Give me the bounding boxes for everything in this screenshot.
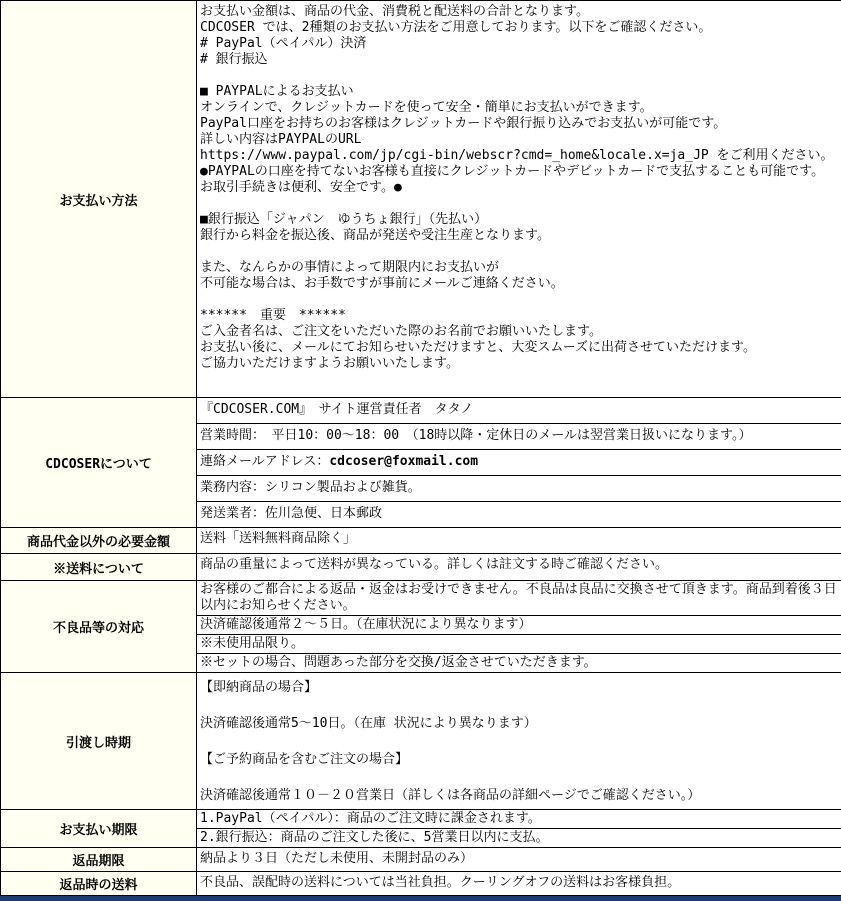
- delivery-time-cell: [197, 673, 841, 810]
- extra-fees-text: 送料「送料無料商品除く」: [197, 528, 841, 549]
- contact-email: cdcoser@foxmail.com: [329, 454, 478, 469]
- row-label-return-shipping: 返品時の送料: [1, 872, 197, 896]
- about-shipping-carriers: 発送業者：佐川急便、日本郵政: [197, 501, 841, 527]
- about-business-hours: 営業時間： 平日10：00～18：00 （18時以降・定休日のメールは翌営業日扱いになります。）: [197, 423, 841, 449]
- row-label-payment-deadline: お支払い期限: [1, 810, 197, 848]
- table-row-payment-deadline: [1, 810, 841, 848]
- row-label-shipping-note: ※送料について: [1, 554, 197, 581]
- about-business-description: 業務内容：シリコン製品および雑貨。: [197, 475, 841, 501]
- defective-policy-text: お客様のご都合による返品・返金はお受けできません。不良品は良品に交換させて頂きます。商品到着後３日以内にお知らせください。: [197, 581, 841, 615]
- table-row-shipping-note: [1, 554, 841, 581]
- payment-deadline-cell: [197, 810, 841, 848]
- table-row-delivery-time: [1, 673, 841, 810]
- row-label-about-cdcoser: CDCOSERについて: [1, 398, 197, 528]
- table-row-about-cdcoser: [1, 398, 841, 528]
- row-label-defective-items: 不良品等の対応: [1, 581, 197, 673]
- table-row-extra-fees: [1, 528, 841, 554]
- row-label-delivery-time: 引渡し時期: [1, 673, 197, 810]
- payment-deadline-paypal: 1.PayPal（ペイパル）：商品のご注文時に課金されます。: [197, 810, 841, 828]
- return-deadline-text: 納品より３日（ただし未使用、未開封品のみ）: [197, 848, 841, 869]
- return-shipping-text: 不良品、誤配時の送料については当社負担。クーリングオフの送料はお客様負担。: [197, 872, 841, 893]
- shipping-note-text: 商品の重量によって送料が異なっている。詳しくは註文する時ご確認ください。: [197, 554, 841, 575]
- defective-items-cell: [197, 581, 841, 673]
- bottom-divider-bar: [0, 896, 841, 901]
- about-contact-row: [197, 449, 841, 475]
- defective-set-note: ※セットの場合、問題あった部分を交換/返金させていただきます。: [197, 653, 841, 672]
- payment-method-text: お支払い金額は、商品の代金、消費税と配送料の合計となります。 CDCOSER では、2種類のお支払い方法をご用意しております。以下をご確認ください。 # PayPal（ペイパル）決済 # 銀行振込 ■ PAYPALによるお支払い オンラインで、クレジットカードを使って安全・簡単にお支払いができます。 PayPal口座をお持ちのお客様はクレジットカードや銀行振り込みでお支払いが可能です。 詳しい内容はPAYPALのURL https://www.paypal.com/jp/cgi-bin/webscr?cmd=_home&locale.x=ja_JP をご利用ください。 ●PAYPALの口座を持てないお客様も直接にクレジットカードやデビットカードで支払することも可能です。 お取引手続きは便利、安全です。● ■銀行振込「ジャパン ゆうちょ銀行」（先払い） 銀行から料金を振込後、商品が発送や受注生産となります。 また、なんらかの事情によって期限内にお支払いが 不可能な場合は、お手数ですが事前にメールご連絡ください。 ****** 重要 ****** ご入金者名は、ご注文をいただいた際のお名前でお願いいたします。 お支払い後に、メールにてお知らせいただけますと、大変スムーズに出荷させていただけます。 ご協力いただけますようお願いいたします。: [197, 1, 841, 374]
- row-label-extra-fees: 商品代金以外の必要金額: [1, 528, 197, 554]
- table-row-payment-method: [1, 1, 841, 398]
- table-row-return-shipping: [1, 872, 841, 896]
- about-site-operator: 『CDCOSER.COM』 サイト運営責任者 タタノ: [197, 398, 841, 423]
- table-row-defective-items: [1, 581, 841, 673]
- row-label-return-deadline: 返品期限: [1, 848, 197, 872]
- extra-fees-cell: [197, 528, 841, 554]
- about-cdcoser-cell: [197, 398, 841, 528]
- defective-processing-time: 決済確認後通常２～５日。（在庫状況により異なります）: [197, 615, 841, 634]
- defective-unused-note: ※未使用品限り。: [197, 634, 841, 653]
- payment-method-cell: [197, 1, 841, 398]
- shipping-note-cell: [197, 554, 841, 581]
- row-label-payment-method: お支払い方法: [1, 1, 197, 398]
- payment-deadline-bank: 2.銀行振込：商品のご注文した後に、5営業日以内に支払。: [197, 828, 841, 847]
- delivery-time-text: 【即納商品の場合】 決済確認後通常5～10日。（在庫 状況により異なります） 【ご予約商品を含むご注文の場合】 決済確認後通常１０－２０営業日（詳しくは各商品の詳細ページでご確認ください。）: [197, 673, 841, 809]
- return-shipping-cell: [197, 872, 841, 896]
- contact-label: 連絡メールアドレス：: [200, 454, 329, 469]
